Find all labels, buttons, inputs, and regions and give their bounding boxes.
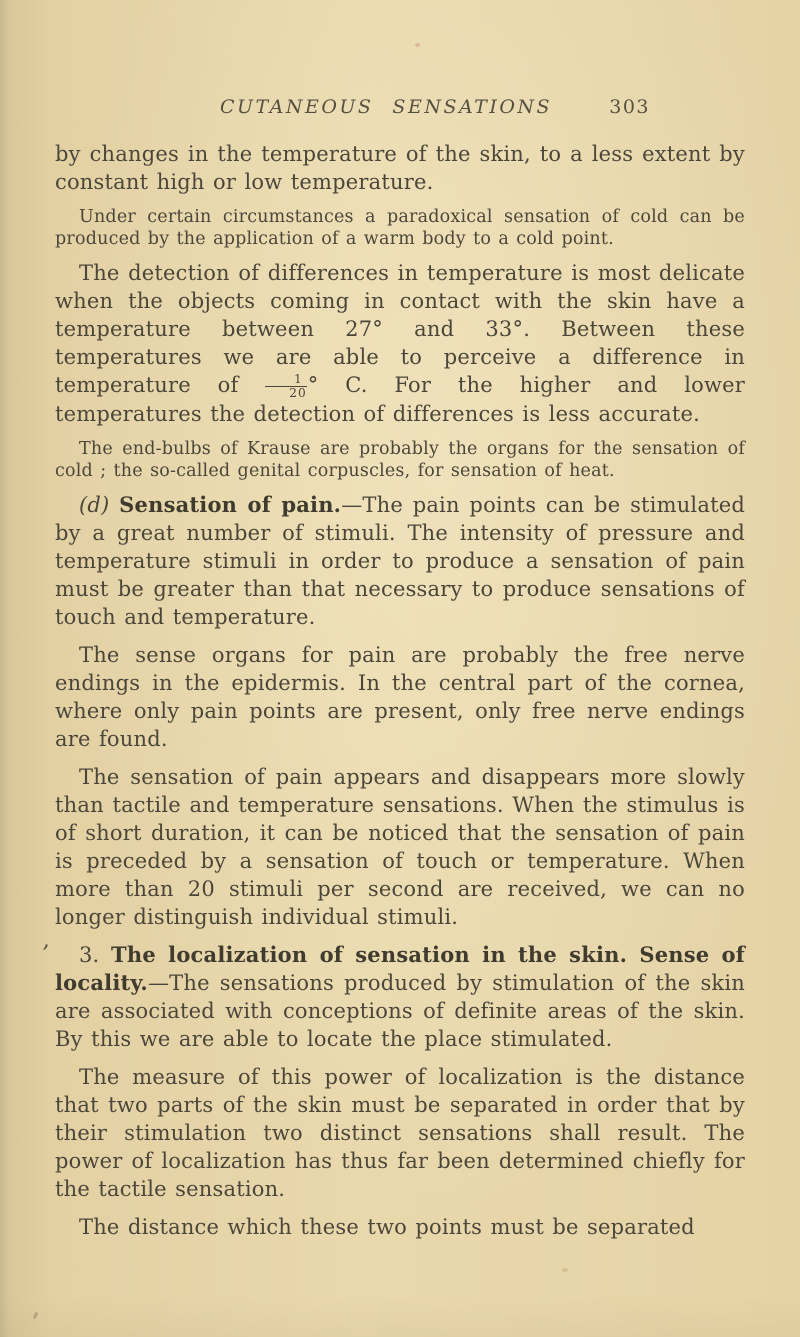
section-heading-bold: Sensation of pain.	[119, 492, 342, 518]
text-segment: The detection of differences in temperature is most delicate when the objects coming in contact with the skin have a temperature between 27° and 33°. Between these temperatures we are able to perceive a difference in temperature of	[55, 261, 745, 397]
fraction-one-twentieth	[265, 371, 307, 401]
em-dash: —	[341, 493, 363, 518]
paper-speck	[562, 1268, 568, 1272]
section-heading-bold: The localization of sensation in the skin. Sense of locality.	[55, 942, 745, 996]
paragraph-measure-of-localization: The measure of this power of localization is the distance that two parts of the skin must be separated in order that by their stimulation two distinct sensations shall result. The power of localization has thus far been determined chiefly for the tactile sensation.	[55, 1065, 745, 1202]
paragraph-small-note: The end-bulbs of Krause are probably the organs for the sensation of cold ; the so-called genital corpuscles, for sensation of heat.	[55, 439, 745, 482]
fraction-denominator: 20	[289, 386, 307, 401]
text-segment: The sensations produced by stimulation of the skin are associated with conceptions of definite areas of the skin. By this we are able to locate the place stimulated.	[55, 971, 745, 1052]
section-number: 3.	[79, 943, 112, 968]
text-block	[55, 140, 745, 1251]
em-dash: —	[147, 971, 170, 996]
scan-shadow	[0, 1297, 800, 1337]
text-segment: ° C. For the higher and lower temperatures the detection of differences is less accurate.	[55, 373, 746, 427]
paragraph-localization	[55, 941, 745, 1053]
paragraph-last-line: The distance which these two points must be separated	[79, 1215, 695, 1240]
paragraph-small-note: Under certain circumstances a paradoxical sensation of cold can be produced by the application of a warm body to a cold point.	[55, 207, 745, 249]
text-segment: The pain points can be stimulated by a great number of stimuli. The intensity of pressure and temperature stimuli in order to produce a sensation of pain must be greater than that necessary to produce sensations of touch and temperature.	[55, 493, 745, 630]
paper-speck	[415, 43, 420, 47]
paragraph-continuation: by changes in the temperature of the skin, to a less extent by constant high or low temperature.	[55, 142, 745, 194]
fraction-numerator: 1	[265, 374, 307, 388]
paragraph-sensation-of-pain	[55, 491, 745, 631]
stray-ink-mark: ’	[42, 942, 49, 967]
running-header	[55, 96, 745, 118]
paragraph-sense-organs: The sense organs for pain are probably the free nerve endings in the epidermis. In the central part of the cornea, where only pain points are present, only free nerve endings are found.	[55, 643, 745, 752]
page-number: 303	[609, 96, 650, 118]
paragraph-temperature-detection	[55, 259, 745, 428]
paragraph-pain-timing: The sensation of pain appears and disappears more slowly than tactile and temperature sensations. When the stimulus is of short duration, it can be noticed that the sensation of pain is preceded by a sensation of touch or temperature. When more than 20 stimuli per second are received, we can no longer distinguish individual stimuli.	[55, 765, 745, 930]
running-title: CUTANEOUS SENSATIONS	[219, 96, 553, 118]
section-letter: (d)	[79, 493, 120, 518]
